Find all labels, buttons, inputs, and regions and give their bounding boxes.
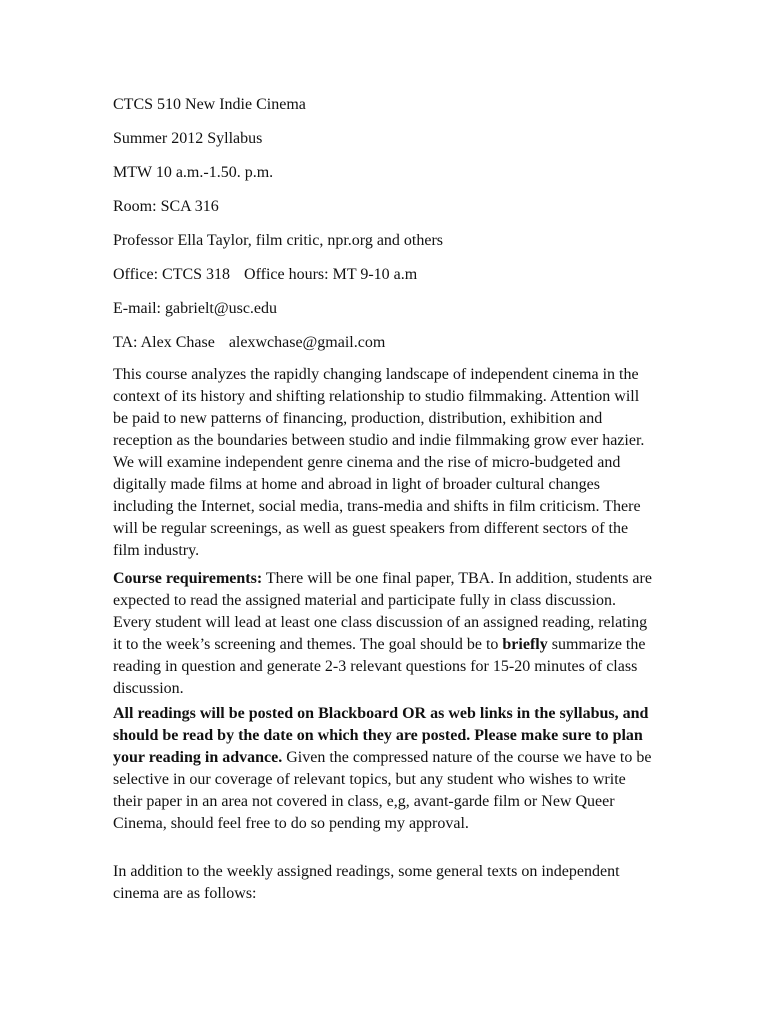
ta-name: TA: Alex Chase (113, 334, 215, 351)
readings-text: Given the compressed nature of the course we have to be selective in our coverage of relevant topics, but any student who wishes to write their paper in an area not covered in class, e,g, avant-garde film or New Queer Cinema, should feel free to do so pending my approval. (113, 749, 652, 832)
requirements-text-1: There will be one final paper, TBA. In addition, students are expected to read the assigned material and participate fully in class discussion. Every student will lead at least one class discussion of an assigned reading, relating it to the week’s screening and themes. The goal should be to (113, 570, 652, 653)
course-requirements (113, 568, 653, 700)
course-description: This course analyzes the rapidly changing landscape of independent cinema in the context of its history and shifting relationship to studio filmmaking. Attention will be paid to new patterns of financing, production, distribution, exhibition and reception as the boundaries between studio and indie filmmaking grow ever hazier. We will examine independent genre cinema and the rise of micro-budgeted and digitally made films at home and abroad in light of broader cultural changes including the Internet, social media, trans-media and shifts in film criticism. There will be regular screenings, as well as guest speakers from different sectors of the film industry. (113, 366, 645, 559)
ta-line (113, 332, 385, 354)
email-line: E-mail: gabrielt@usc.edu (113, 300, 278, 317)
readings-bold-text: All readings will be posted on Blackboard OR as web links in the syllabus, and should be read by the date on which they are posted. Please make sure to plan your reading in advance. (113, 705, 649, 766)
office-location: Office: CTCS 318 (113, 266, 231, 283)
term-line: Summer 2012 Syllabus (113, 130, 263, 147)
requirements-emphasis: briefly (502, 636, 548, 653)
schedule-line: MTW 10 a.m.-1.50. p.m. (113, 164, 274, 181)
requirements-heading: Course requirements: (113, 570, 263, 587)
readings-policy (113, 703, 653, 835)
room-line: Room: SCA 316 (113, 198, 219, 215)
ta-email: alexwchase@gmail.com (228, 334, 386, 351)
requirements-text-2: summarize the reading in question and generate 2-3 relevant questions for 15-20 minutes of class discussion. (113, 636, 646, 697)
general-texts-intro: In addition to the weekly assigned readings, some general texts on independent cinema are as follows: (113, 863, 620, 902)
office-line (113, 264, 417, 286)
course-title: CTCS 510 New Indie Cinema (113, 96, 306, 113)
professor-line: Professor Ella Taylor, film critic, npr.org and others (113, 232, 444, 249)
office-hours: Office hours: MT 9-10 a.m (244, 266, 418, 283)
